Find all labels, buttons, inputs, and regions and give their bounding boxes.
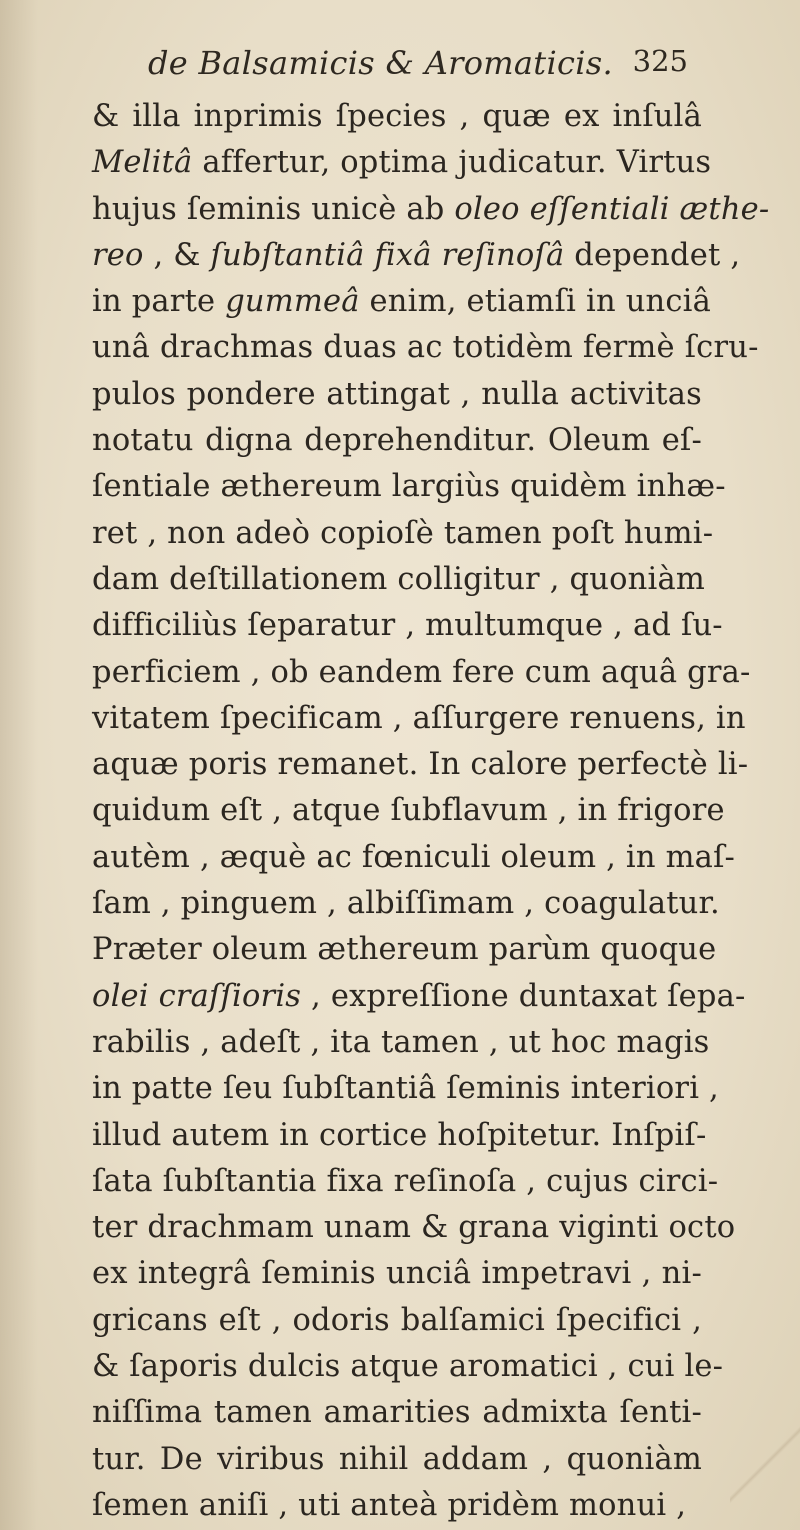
text-line: [92, 1159, 719, 1205]
text-line: [92, 1020, 710, 1066]
text-line: [92, 1205, 736, 1251]
text-segment: ter drachmam unam & grana viginti octo: [92, 1210, 736, 1246]
text-line: [92, 650, 751, 696]
text-segment: Præter oleum æthereum parùm quoque: [92, 932, 717, 968]
text-segment: & illa inprimis ſpecies , quæ ex inſulâ: [92, 99, 702, 134]
body-text: [92, 94, 770, 1529]
text-segment: autèm , æquè ac fœniculi oleum , in maſ-: [92, 839, 736, 875]
text-line: [92, 1298, 702, 1344]
text-segment: & ſaporis dulcis atque aromatici , cui le-: [92, 1349, 724, 1385]
text-segment: tur. De viribus nihil addam , quoniàm: [92, 1441, 702, 1477]
text-line: [92, 788, 725, 834]
text-segment: notatu digna deprehenditur. Oleum eſ-: [92, 423, 702, 459]
text-line: [92, 696, 746, 742]
text-segment: unâ drachmas duas ac totidèm fermè ſcru-: [92, 330, 759, 366]
italic-text-segment: olei craſſioris: [92, 978, 302, 1014]
text-segment: ex integrâ ſeminis unciâ impetravi , ni-: [92, 1256, 702, 1292]
text-segment: ſata ſubſtantia fixa reſinoſa , cujus circi-: [92, 1163, 719, 1199]
text-segment: quidum eſt , atque ſubflavum , in frigore: [92, 793, 725, 829]
text-segment: niſſima tamen amarities admixta ſenti-: [92, 1395, 702, 1431]
gutter-shadow: [0, 0, 38, 1530]
italic-text-segment: Melitâ: [92, 145, 193, 181]
text-segment: illud autem in cortice hoſpitetur. Inſpiſ-: [92, 1117, 707, 1153]
italic-text-segment: oleo eſſentiali æthe-: [454, 191, 770, 227]
text-segment: dependet ,: [564, 237, 741, 273]
text-segment: in parte: [92, 284, 226, 320]
text-segment: ſam , pinguem , albiſſimam , coagulatur.: [92, 886, 720, 922]
text-segment: in patte ſeu ſubſtantiâ ſeminis interiori ,: [92, 1071, 719, 1107]
text-line: [92, 927, 717, 973]
text-line: [92, 557, 705, 603]
text-line: [92, 187, 770, 233]
text-line: [92, 1344, 724, 1390]
text-line: [92, 881, 720, 927]
page-header: [148, 44, 688, 84]
text-segment: vitatem ſpecificam , aſſurgere renuens, in: [92, 700, 746, 736]
text-segment: rabilis , adeſt , ita tamen , ut hoc magis: [92, 1024, 710, 1060]
text-segment: pulos pondere attingat , nulla activitas: [92, 376, 702, 412]
italic-text-segment: reo: [92, 237, 144, 273]
text-segment: ſemen aniſi , uti anteà pridèm monui ,: [92, 1487, 687, 1523]
text-line: [92, 372, 702, 418]
text-line: [92, 464, 726, 510]
text-line: [92, 1483, 702, 1529]
text-line: [92, 603, 723, 649]
text-line: [92, 1113, 707, 1159]
page-crease: [730, 1400, 800, 1530]
text-line: [92, 233, 741, 279]
italic-text-segment: ſubſtantiâ fixâ reſinoſâ: [210, 237, 565, 273]
text-segment: , expreſſione duntaxat ſepa-: [301, 978, 746, 1014]
running-head: de Balsamicis & Aromaticis.: [148, 44, 613, 82]
text-line: [92, 1437, 702, 1483]
text-line: [92, 418, 702, 464]
text-line: [92, 1066, 719, 1112]
text-segment: difficiliùs ſeparatur , multumque , ad ſu-: [92, 608, 723, 644]
text-line: [92, 742, 749, 788]
text-line: [92, 325, 759, 371]
text-line: [92, 511, 714, 557]
text-segment: perficiem , ob eandem fere cum aquâ gra-: [92, 654, 751, 690]
text-segment: dam deſtillationem colligitur , quoniàm: [92, 561, 705, 597]
text-segment: affertur, optima judicatur. Virtus: [192, 145, 712, 181]
text-segment: enim, etiamſi in unciâ: [359, 284, 711, 320]
text-segment: ſentiale æthereum largiùs quidèm inhæ-: [92, 469, 726, 505]
text-segment: gricans eſt , odoris balſamici ſpecifici ,: [92, 1302, 702, 1338]
text-line: [92, 94, 702, 140]
italic-text-segment: gummeâ: [225, 284, 360, 320]
text-line: [92, 1390, 702, 1436]
text-line: [92, 279, 711, 325]
text-segment: hujus ſeminis unicè ab: [92, 191, 455, 227]
page-number: 325: [632, 44, 688, 78]
text-line: [92, 835, 736, 881]
text-line: [92, 1251, 702, 1297]
text-line: [92, 140, 712, 186]
text-segment: aquæ poris remanet. In calore perfectè li-: [92, 747, 749, 783]
text-segment: ret , non adeò copioſè tamen poſt humi-: [92, 515, 714, 551]
text-segment: , &: [143, 237, 211, 273]
text-line: [92, 974, 746, 1020]
